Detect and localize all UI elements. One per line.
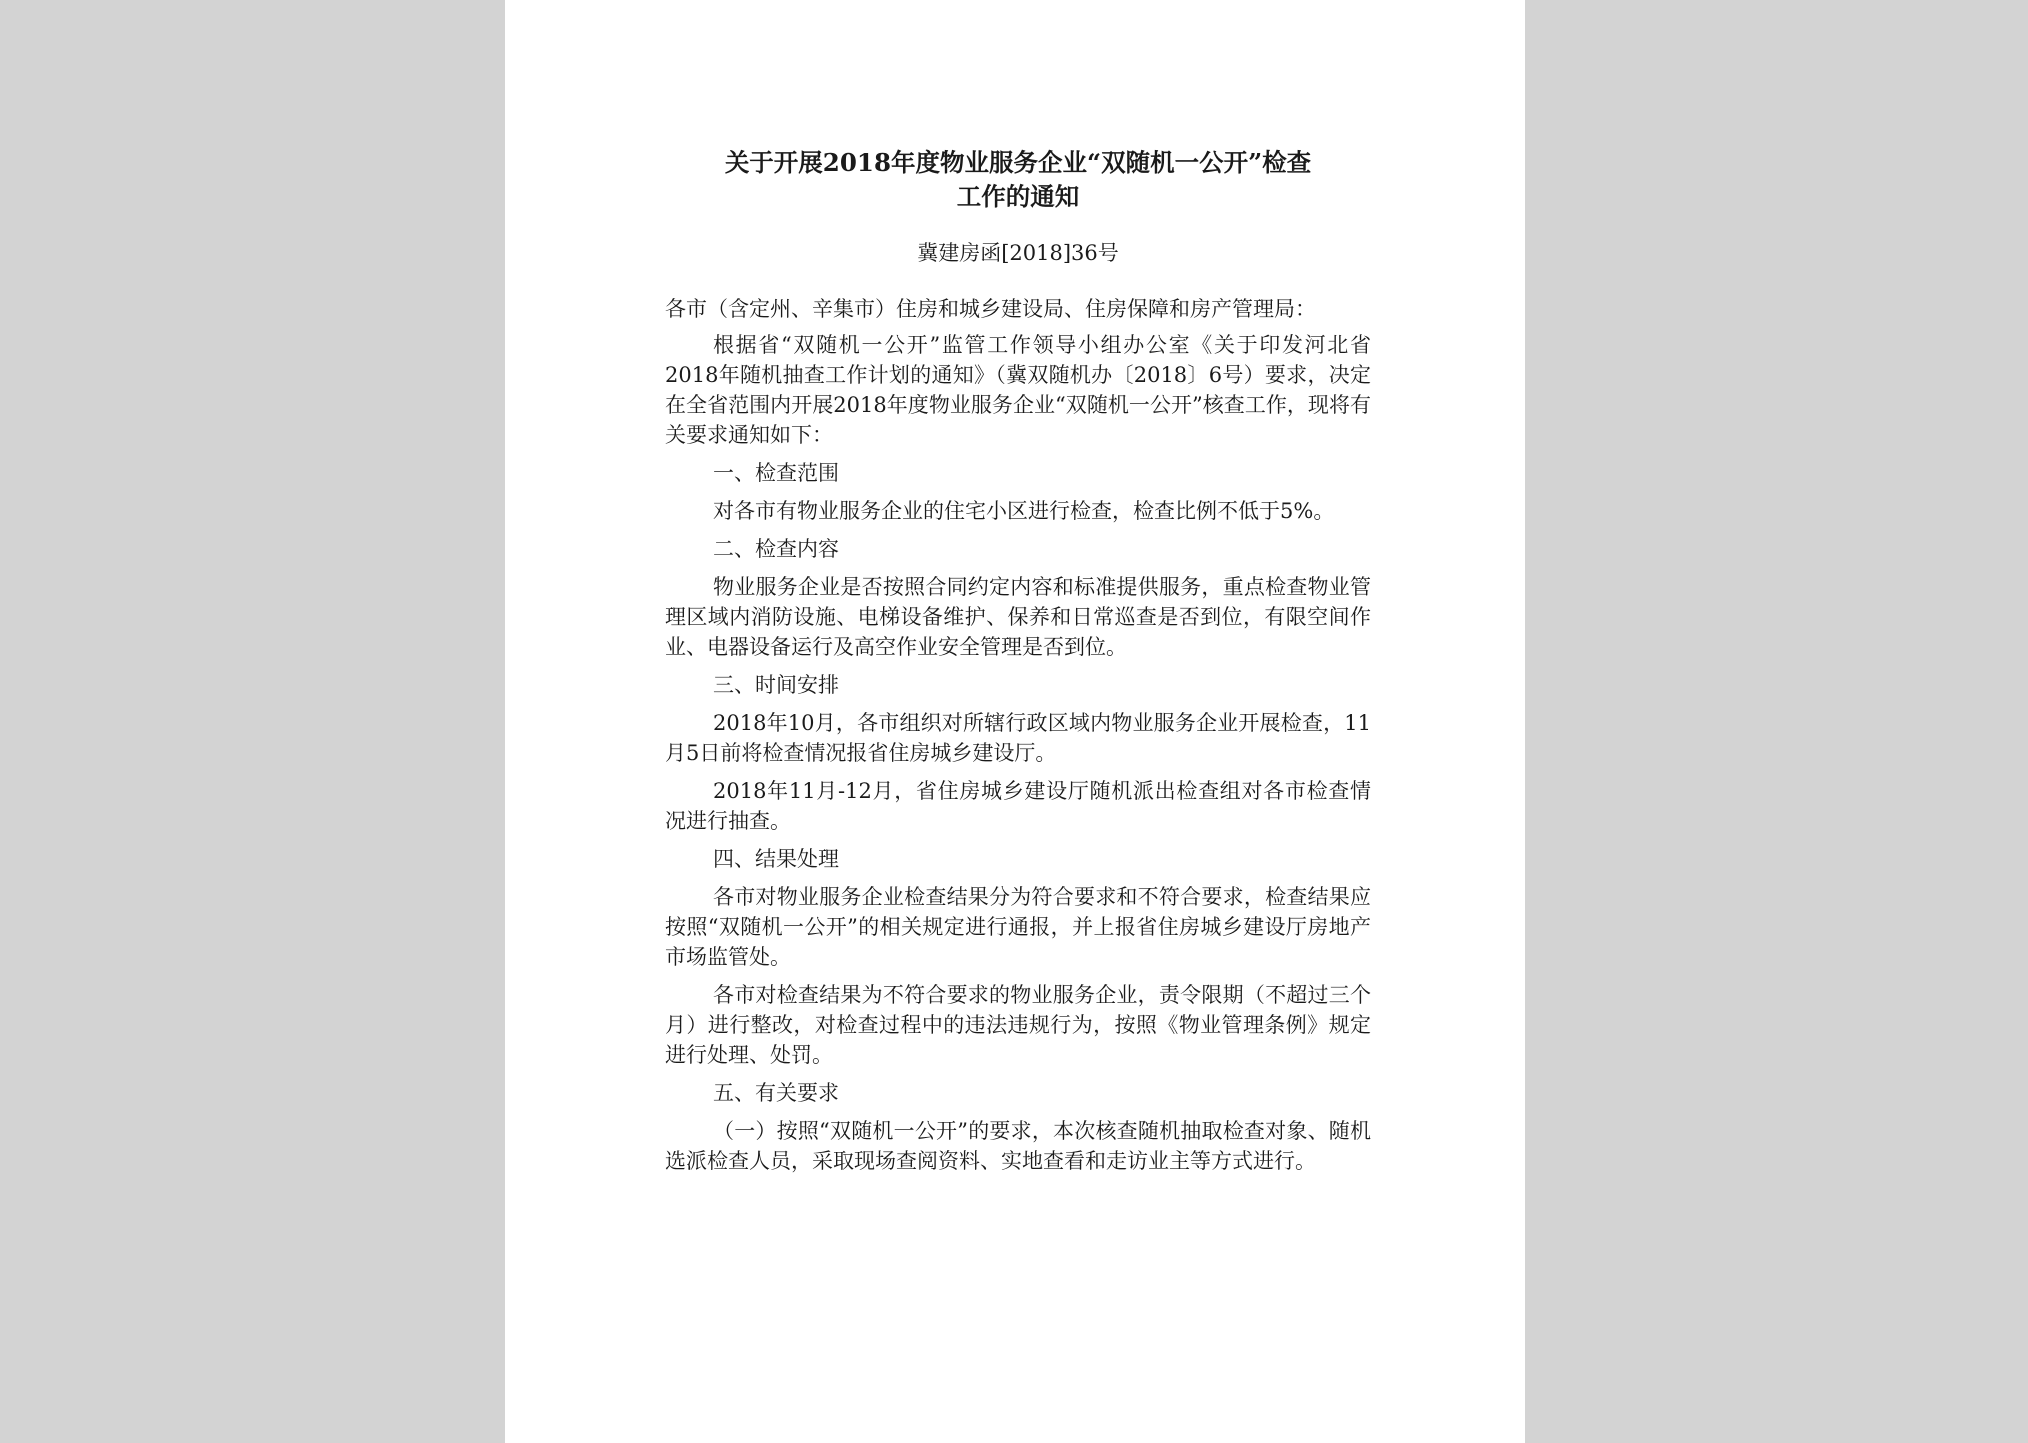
section-2-paragraph: 物业服务企业是否按照合同约定内容和标准提供服务，重点检查物业管理区域内消防设施、电梯设备维护、保养和日常巡查是否到位，有限空间作业、电器设备运行及高空作业安全管理是否到位。 (665, 575, 1371, 659)
intro-paragraph: 根据省“双随机一公开”监管工作领导小组办公室《关于印发河北省2018年随机抽查工作计划的通知》（冀双随机办〔2018〕6号）要求，决定在全省范围内开展2018年度物业服务企业“双随机一公开”核查工作，现将有关要求通知如下： (665, 333, 1371, 447)
section-2-heading: 二、检查内容 (713, 537, 839, 561)
section-5-heading: 五、有关要求 (713, 1081, 839, 1105)
section-4-heading: 四、结果处理 (713, 847, 839, 871)
section-1-heading: 一、检查范围 (713, 461, 839, 485)
section-4-paragraph-2: 各市对检查结果为不符合要求的物业服务企业，责令限期（不超过三个月）进行整改，对检查过程中的违法违规行为，按照《物业管理条例》规定进行处理、处罚。 (665, 983, 1371, 1067)
document-title-line-2: 工作的通知 (956, 182, 1080, 211)
section-3-heading: 三、时间安排 (713, 673, 839, 697)
section-4-paragraph-1: 各市对物业服务企业检查结果分为符合要求和不符合要求，检查结果应按照“双随机一公开”的相关规定进行通报，并上报省住房城乡建设厅房地产市场监管处。 (665, 885, 1371, 969)
section-3-paragraph-1: 2018年10月，各市组织对所辖行政区域内物业服务企业开展检查，11月5日前将检查情况报省住房城乡建设厅。 (665, 711, 1371, 765)
section-5-paragraph-1: （一）按照“双随机一公开”的要求，本次核查随机抽取检查对象、随机选派检查人员，采取现场查阅资料、实地查看和走访业主等方式进行。 (665, 1119, 1371, 1173)
document-page (505, 0, 1525, 1443)
document-content (665, 146, 1371, 1184)
section-1-paragraph: 对各市有物业服务企业的住宅小区进行检查，检查比例不低于5%。 (713, 499, 1335, 523)
salutation: 各市（含定州、辛集市）住房和城乡建设局、住房保障和房产管理局： (665, 297, 1316, 321)
document-title-line-1: 关于开展2018年度物业服务企业“双随机一公开”检查 (724, 148, 1312, 177)
section-3-paragraph-2: 2018年11月-12月，省住房城乡建设厅随机派出检查组对各市检查情况进行抽查。 (665, 779, 1371, 833)
document-number: 冀建房函[2018]36号 (917, 241, 1119, 265)
